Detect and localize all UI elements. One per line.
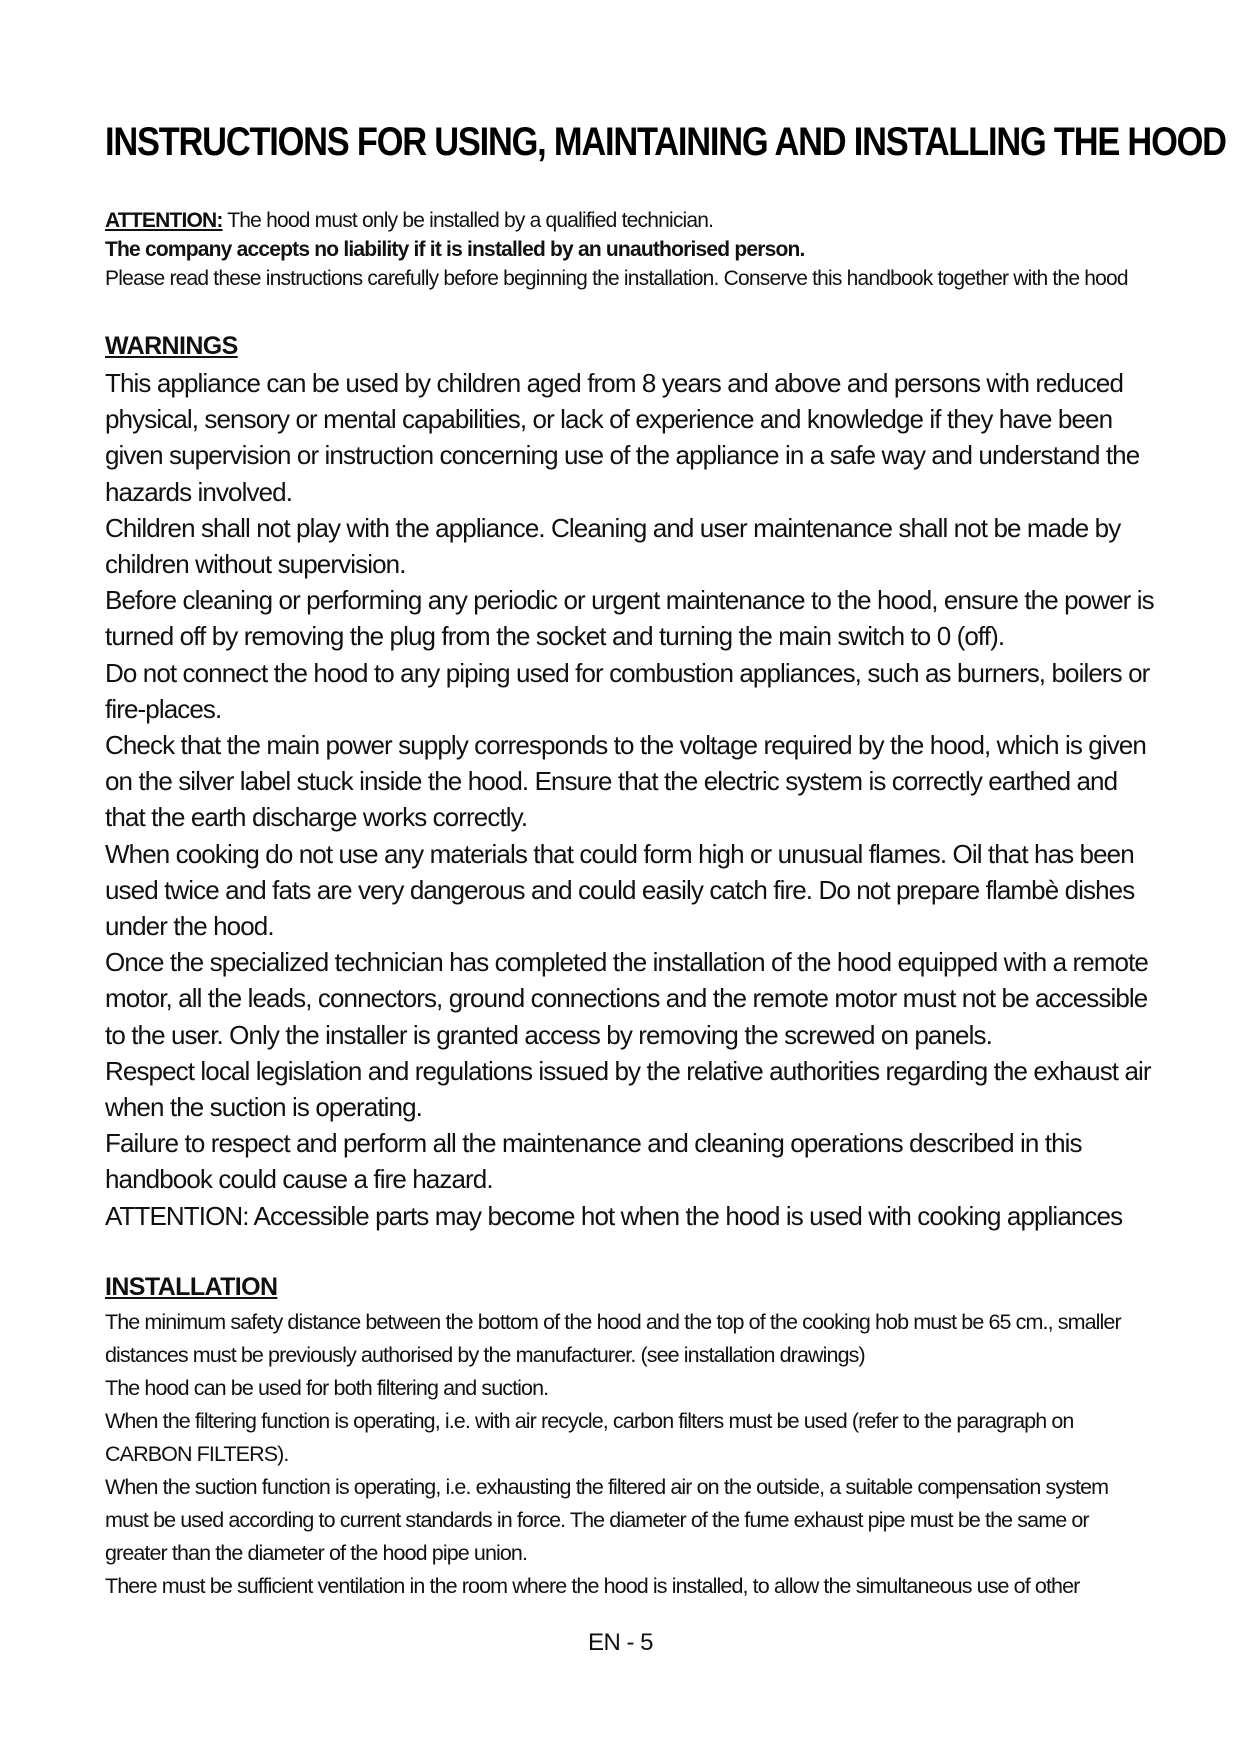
warnings-heading: WARNINGS bbox=[105, 332, 238, 360]
installation-paragraph: The hood can be used for both filtering and suction. bbox=[105, 1375, 549, 1400]
installation-paragraph: When the suction function is operating, i.e. exhausting the filtered air on the outside, a suitable compensation system must be used according to current standards in force. The diameter of the fume exhaust pipe must be the same or greater than the diameter of the hood pipe union. bbox=[105, 1474, 1109, 1565]
warning-paragraph: Before cleaning or performing any periodic or urgent maintenance to the hood, ensure the power is turned off by removing the plug from the socket and turning the main switch to 0 (off). bbox=[105, 585, 1154, 652]
intro-block bbox=[105, 206, 1155, 293]
warning-paragraph: Children shall not play with the appliance. Cleaning and user maintenance shall not be made by children without supervision. bbox=[105, 512, 1121, 580]
warning-paragraph: Do not connect the hood to any piping used for combustion appliances, such as burners, boilers or fire-places. bbox=[105, 657, 1150, 724]
warnings-body bbox=[105, 365, 1155, 1234]
installation-body bbox=[105, 1306, 1155, 1603]
installation-paragraph: There must be sufficient ventilation in the room where the hood is installed, to allow the simultaneous use of other bbox=[105, 1573, 1080, 1598]
warning-paragraph: Failure to respect and perform all the maintenance and cleaning operations described in this handbook could cause a fire hazard. bbox=[105, 1128, 1082, 1195]
installation-section bbox=[105, 1270, 1155, 1603]
warning-paragraph: Respect local legislation and regulations issued by the relative authorities regarding the exhaust air when the suction is operating. bbox=[105, 1055, 1151, 1123]
installation-heading: INSTALLATION bbox=[105, 1272, 278, 1301]
warning-paragraph: When cooking do not use any materials that could form high or unusual flames. Oil that has been used twice and fats are very dangerous and could easily catch fire. Do not prepare flambè dishes under the hood. bbox=[105, 838, 1135, 942]
installation-paragraph: When the filtering function is operating, i.e. with air recycle, carbon filters must be used (refer to the paragraph on CARBON FILTERS). bbox=[105, 1408, 1074, 1466]
warning-paragraph: Check that the main power supply corresponds to the voltage required by the hood, which is given on the silver label stuck inside the hood. Ensure that the electric system is correctly earthed and that the earth discharge works correctly. bbox=[105, 730, 1146, 833]
page-title: INSTRUCTIONS FOR USING, MAINTAINING AND INSTALLING THE HOOD bbox=[105, 120, 1226, 164]
page-number: EN - 5 bbox=[587, 1629, 653, 1656]
page-content bbox=[105, 118, 1226, 1603]
liability-notice: The company accepts no liability if it is installed by an unauthorised person. bbox=[105, 238, 805, 261]
attention-line bbox=[105, 206, 1155, 235]
warning-paragraph: This appliance can be used by children aged from 8 years and above and persons with reduced physical, sensory or mental capabilities, or lack of experience and knowledge if they have been given supervision or instruction concerning use of the appliance in a safe way and understand the hazards involved. bbox=[105, 368, 1140, 507]
warnings-section bbox=[105, 329, 1155, 1234]
warning-paragraph: Once the specialized technician has completed the installation of the hood equipped with a remote motor, all the leads, connectors, ground connections and the remote motor must not be accessible to the user. Only the installer is granted access by removing the screwed on panels. bbox=[105, 947, 1148, 1050]
attention-text: The hood must only be installed by a qualified technician. bbox=[222, 209, 714, 232]
attention-label: ATTENTION: bbox=[105, 209, 223, 232]
read-instructions-notice: Please read these instructions carefully before beginning the installation. Conserve this handbook together with the hood bbox=[105, 267, 1128, 290]
installation-paragraph: The minimum safety distance between the bottom of the hood and the top of the cooking hob must be 65 cm., smaller distances must be previously authorised by the manufacturer. (see installation drawings) bbox=[105, 1309, 1121, 1367]
warning-paragraph: ATTENTION: Accessible parts may become hot when the hood is used with cooking appliances bbox=[105, 1200, 1123, 1231]
